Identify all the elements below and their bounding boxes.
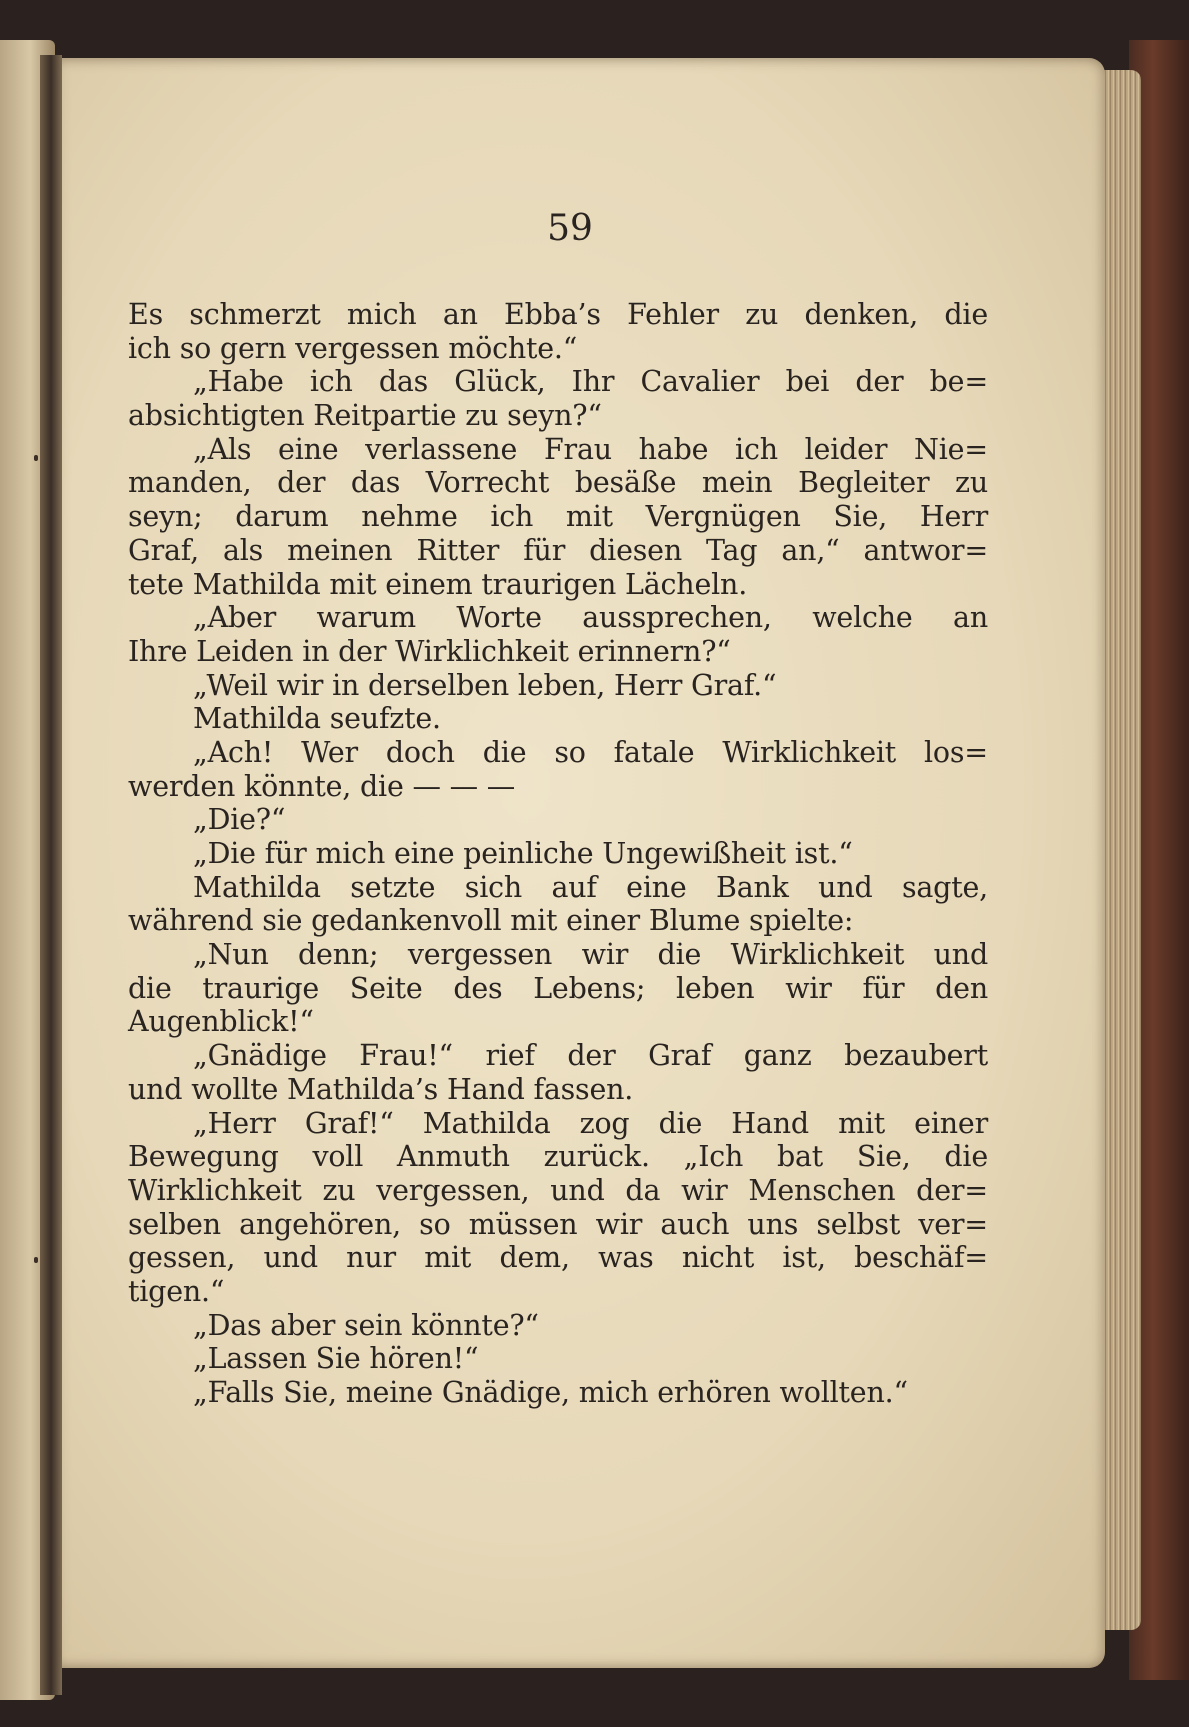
- text-line: „Herr Graf!“ Mathilda zog die Hand mit einer: [193, 1106, 988, 1140]
- text-line: „Weil wir in derselben leben, Herr Graf.“: [193, 668, 777, 702]
- text-line: ich so gern vergessen möchte.“: [128, 331, 578, 365]
- text-line: Mathilda seufzte.: [193, 702, 441, 736]
- text-line: Graf, als meinen Ritter für diesen Tag an,“ antwor=: [128, 533, 988, 567]
- text-line: „Gnädige Frau!“ rief der Graf ganz bezaubert: [193, 1039, 988, 1073]
- text-line: „Die?“: [193, 803, 286, 837]
- text-line: „Ach! Wer doch die so fatale Wirklichkeit los=: [193, 735, 988, 769]
- text-line: absichtigten Reitpartie zu seyn?“: [128, 399, 602, 433]
- text-line: Bewegung voll Anmuth zurück. „Ich bat Sie, die: [128, 1140, 988, 1174]
- text-line: Ihre Leiden in der Wirklichkeit erinnern?“: [128, 634, 731, 668]
- text-line: werden könnte, die — — —: [128, 769, 516, 803]
- text-line: Wirklichkeit zu vergessen, und da wir Menschen der=: [128, 1173, 988, 1207]
- page-text: [128, 298, 988, 1410]
- text-line: selben angehören, so müssen wir auch uns selbst ver=: [128, 1207, 988, 1241]
- text-line: „Habe ich das Glück, Ihr Cavalier bei der be=: [193, 365, 988, 399]
- scan-speck: [34, 455, 38, 461]
- page-number: 59: [547, 208, 593, 249]
- text-line: tigen.“: [128, 1274, 225, 1308]
- book-page: [50, 58, 1105, 1668]
- text-line: Augenblick!“: [128, 1005, 314, 1039]
- text-line: und wollte Mathilda’s Hand fassen.: [128, 1072, 634, 1106]
- text-line: Mathilda setzte sich auf eine Bank und sagte,: [193, 870, 988, 904]
- scan-speck: [34, 1257, 38, 1263]
- text-line: „Aber warum Worte aussprechen, welche an: [193, 601, 988, 635]
- text-line: „Das aber sein könnte?“: [193, 1308, 539, 1342]
- text-line: „Nun denn; vergessen wir die Wirklichkeit und: [193, 938, 988, 972]
- text-line: Es schmerzt mich an Ebba’s Fehler zu denken, die: [128, 298, 988, 331]
- text-line: die traurige Seite des Lebens; leben wir für den: [128, 971, 988, 1005]
- text-line: „Lassen Sie hören!“: [193, 1342, 479, 1376]
- text-line: gessen, und nur mit dem, was nicht ist, beschäf=: [128, 1241, 988, 1275]
- text-line: tete Mathilda mit einem traurigen Lächeln.: [128, 567, 748, 601]
- text-line: „Falls Sie, meine Gnädige, mich erhören wollten.“: [193, 1376, 908, 1409]
- book-gutter: [40, 55, 62, 1695]
- text-line: seyn; darum nehme ich mit Vergnügen Sie, Herr: [128, 500, 988, 534]
- text-line: während sie gedankenvoll mit einer Blume spielte:: [128, 904, 854, 938]
- text-line: manden, der das Vorrecht besäße mein Begleiter zu: [128, 466, 988, 500]
- text-line: „Die für mich eine peinliche Ungewißheit ist.“: [193, 837, 853, 870]
- text-line: „Als eine verlassene Frau habe ich leider Nie=: [193, 432, 988, 466]
